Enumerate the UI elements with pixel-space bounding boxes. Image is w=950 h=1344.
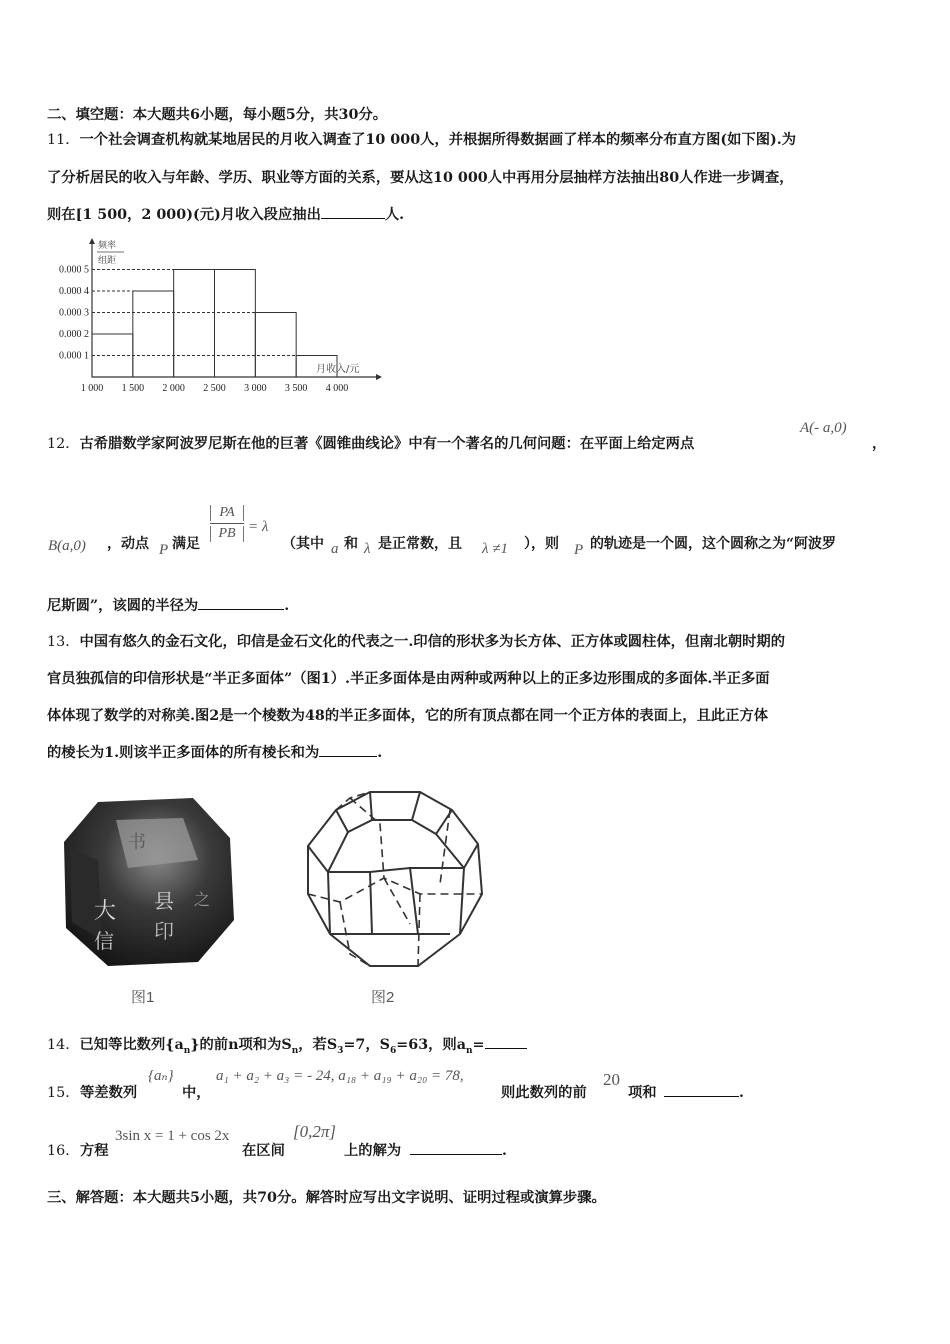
svg-text:县: 县 [154, 889, 174, 913]
q14-sub-n3: n [466, 1045, 473, 1056]
x-tick-label: 1 500 [121, 383, 145, 394]
q13-text-1: 中国有悠久的金石文化，印信是金石文化的代表之一.印信的形状多为长方体、正方体或圆柱体，但南北朝时期的 [79, 634, 786, 650]
q16-answer [410, 1140, 507, 1159]
y-axis-arrow [89, 238, 95, 244]
q15-equation: a₁ + a₂ + a₃ = - 24, a₁₈ + a₁₉ + a₂₀ = 78, [216, 1068, 464, 1084]
q16-answer-blank[interactable] [410, 1140, 502, 1155]
x-axis-label: 月收入/元 [316, 364, 360, 375]
q16-t4: . [502, 1143, 507, 1159]
q14-answer-blank[interactable] [485, 1034, 527, 1049]
x-tick-label: 2 500 [203, 383, 226, 394]
q12-t3: （其中 [282, 536, 324, 552]
q12-text-3b: . [284, 598, 290, 614]
q16-number: 16． [47, 1143, 80, 1159]
q12-cond: λ ≠1 [482, 541, 508, 557]
polyhedron-figure [300, 784, 490, 974]
q11-text-3a: 则在[1 500，2 000)(元)月收入段应抽出 [47, 207, 321, 223]
q14-sub-6: 6 [390, 1045, 397, 1056]
q16-t3: 上的解为 [344, 1143, 402, 1159]
q12-point-a: A(- a,0) [800, 420, 847, 436]
q15-answer-blank[interactable] [664, 1082, 739, 1097]
figure-2-caption: 图2 [371, 989, 395, 1006]
q13-line-1 [47, 631, 785, 651]
x-axis-arrow [376, 374, 382, 380]
y-tick-label: 0.000 1 [59, 350, 89, 362]
q11-text-3b: 人. [384, 207, 405, 223]
q11-line-3 [47, 204, 404, 224]
q15-number: 15． [47, 1085, 80, 1101]
y-label-bottom: 组距 [98, 256, 117, 266]
frequency-histogram [40, 236, 390, 396]
q14-t5: =63，则a [396, 1037, 466, 1053]
q12-number: 12． [47, 436, 80, 452]
q11-line-1 [47, 129, 796, 149]
q14-sub-3: 3 [337, 1045, 344, 1056]
y-label-top: 频率 [98, 241, 117, 251]
svg-text:大: 大 [94, 899, 117, 924]
q12-p2: P [574, 542, 584, 558]
q12-t5: 是正常数，且 [378, 536, 462, 552]
q14-t2: }的前n项和为S [190, 1037, 292, 1053]
q12-comma: ， [872, 436, 886, 452]
q12-lambda: λ [364, 541, 371, 557]
q14-t3: ，若S [298, 1037, 338, 1053]
seal-photo-figure [58, 790, 238, 970]
q12-text-1: 古希腊数学家阿波罗尼斯在他的巨著《圆锥曲线论》中有一个著名的几何问题：在平面上给定两点 [79, 436, 695, 452]
y-tick-label: 0.000 4 [59, 286, 89, 297]
q12-frac-den: PB [210, 526, 244, 542]
q14-sub-n: n [183, 1045, 191, 1056]
q11-answer-blank[interactable] [321, 204, 385, 219]
q12-line-1 [47, 433, 694, 453]
svg-text:书: 书 [128, 832, 146, 853]
section-3-heading: 三、解答题：本大题共5小题，共70分。解答时应写出文字说明、证明过程或演算步骤。 [47, 1190, 606, 1206]
q12-line-3 [47, 595, 289, 615]
q16-t2: 在区间 [242, 1143, 285, 1159]
histogram-bar [133, 291, 174, 377]
histogram-bar [215, 270, 256, 378]
q14-t6: = [472, 1037, 485, 1053]
q13-text-4a: 的棱长为1.则该半正多面体的所有棱长和为 [47, 745, 320, 761]
svg-text:之: 之 [194, 890, 211, 909]
q13-line-4 [47, 742, 382, 762]
q12-t2: 满足 [172, 536, 200, 552]
q13-number: 13． [47, 634, 80, 650]
histogram-bar [174, 270, 215, 378]
q16-t1: 方程 [80, 1143, 109, 1159]
q16-interval: [0,2π] [293, 1122, 336, 1141]
svg-text:信: 信 [94, 929, 114, 953]
q12-t7: 的轨迹是一个圆，这个圆称之为“阿波罗 [590, 536, 837, 552]
q13-text-4b: . [377, 745, 383, 761]
q12-t6: ），则 [524, 536, 559, 552]
q12-fraction [210, 505, 244, 542]
q13-answer-blank[interactable] [319, 742, 377, 757]
figure-1-caption: 图1 [131, 989, 155, 1006]
q15-t1: 等差数列 [80, 1085, 138, 1101]
q14-sub-n2: n [291, 1045, 299, 1056]
q15-n20: 20 [603, 1070, 620, 1089]
q16-equation: 3sin x = 1 + cos 2x [115, 1128, 230, 1144]
q12-answer-blank[interactable] [198, 595, 284, 610]
q15-t2: 中， [182, 1085, 211, 1101]
q13-line-2: 官员独孤信的印信形状是“半正多面体”（图1）.半正多面体是由两种或两种以上的正多边形围成的多面体.半正多面 [47, 671, 770, 687]
x-tick-label: 3 000 [244, 383, 267, 394]
section-2-heading: 二、填空题：本大题共6小题，每小题5分，共30分。 [47, 107, 388, 123]
q11-text-1: 一个社会调查机构就某地居民的月收入调查了10 000人，并根据所得数据画了样本的频率分布直方图(如下图).为 [79, 132, 797, 148]
q11-number: 11． [47, 132, 80, 148]
q14-number: 14． [47, 1037, 80, 1053]
q15-t4: 项和 [628, 1085, 657, 1101]
q12-text-3a: 尼斯圆”，该圆的半径为 [47, 598, 199, 614]
q15-seq: {aₙ} [148, 1068, 174, 1084]
x-tick-label: 4 000 [325, 383, 349, 394]
q12-point-b: B(a,0) [48, 538, 86, 554]
x-tick-label: 1 000 [80, 383, 104, 394]
q12-a: a [331, 541, 339, 557]
q15-t5: . [739, 1085, 744, 1101]
q12-p: P [159, 542, 169, 558]
q13-line-3: 体体现了数学的对称美.图2是一个棱数为48的半正多面体，它的所有顶点都在同一个正方体的表面上，且此正方体 [47, 708, 769, 724]
q14-t4: =7，S [343, 1037, 390, 1053]
q14-line [47, 1034, 527, 1056]
y-tick-label: 0.000 5 [59, 264, 89, 276]
q14-t1: 已知等比数列{a [79, 1037, 184, 1053]
histogram-bar [255, 313, 296, 378]
y-tick-label: 0.000 3 [59, 307, 89, 319]
q12-t4: 和 [344, 536, 358, 552]
y-tick-label: 0.000 2 [59, 329, 89, 340]
q11-line-2: 了分析居民的收入与年龄、学历、职业等方面的关系，要从这10 000人中再用分层抽样方法抽出80人作进一步调查， [47, 170, 794, 186]
svg-text:印: 印 [154, 919, 174, 943]
q15-t3: 则此数列的前 [501, 1085, 587, 1101]
q15-answer [664, 1082, 744, 1101]
q14-text [79, 1037, 485, 1056]
q12-eq-lambda: = λ [248, 519, 269, 535]
x-tick-label: 3 500 [284, 383, 308, 394]
q12-frac-num: PA [210, 505, 244, 521]
q12-t1: ，动点 [107, 536, 149, 552]
x-tick-label: 2 000 [162, 383, 185, 394]
